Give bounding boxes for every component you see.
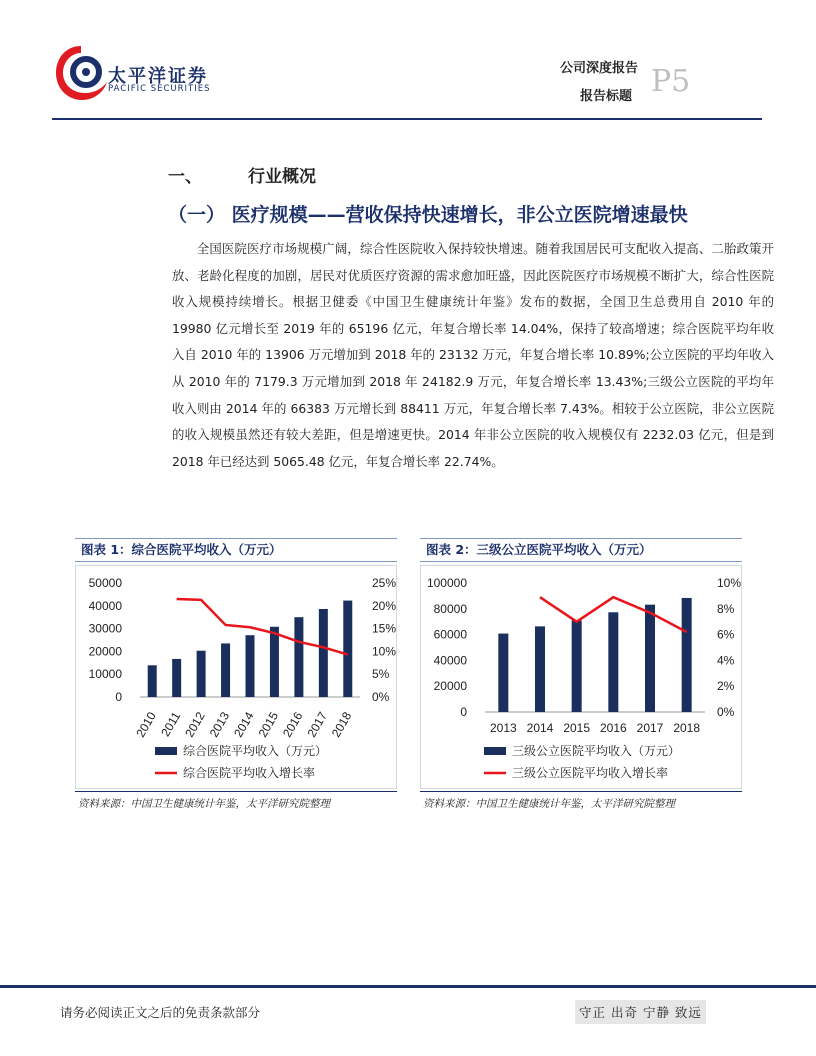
chart-1-bar xyxy=(294,617,303,697)
chart-2 xyxy=(420,565,742,789)
chart-2-bar xyxy=(645,605,655,712)
chart-2-ytick-right: 2% xyxy=(717,679,735,694)
logo-name-en: PACIFIC SECURITIES xyxy=(108,84,211,94)
footer-divider xyxy=(0,985,816,988)
body-paragraph xyxy=(172,236,774,475)
body-text: 全国医院医疗市场规模广阔，综合性医院收入保持较快增速。随着我国居民可支配收入提高、二胎政策开放、老龄化程度的加剧，居民对优质医疗资源的需求愈加旺盛，因此医院医疗市场规模不断扩大，综合性医院收入规模持续增长。根据卫健委《中国卫生健康统计年鉴》发布的数据，全国卫生总费用自 2010 年的 19980 亿元增长至 2019 年的 65196 亿元，年复合增长率 14.04%，保持了较高增速；综合医院平均年收入自 2010 年的 13906 万元增加到 2018 年的 23132 万元，年复合增长率 10.89%;公立医院的平均年收入从 2010 年的 7179.3 万元增加到 2018 年 24182.9 万元，年复合增长率 13.43%;三级公立医院的平均年收入则由 2014 年的 66383 万元增长到 88411 万元，年复合增长率 7.43%。相较于公立医院，非公立医院的收入规模虽然还有较大差距，但是增速更快。2014 年非公立医院的收入规模仅有 2232.03 亿元，但是到 2018 年已经达到 5065.48 亿元，年复合增长率 22.74%。 xyxy=(172,241,774,469)
chart-1-bar xyxy=(221,643,230,697)
chart-1-bar xyxy=(246,635,255,697)
chart-1-ytick-left: 40000 xyxy=(88,598,122,613)
footer-motto: 守正 出奇 宁静 致远 xyxy=(575,1000,706,1024)
chart-2-title: 图表 2：三级公立医院平均收入（万元） xyxy=(426,542,652,557)
chart-2-ytick-right: 8% xyxy=(717,601,735,616)
chart-1-legend-bar-swatch xyxy=(155,747,177,755)
chart-1-xtick: 2018 xyxy=(328,709,355,740)
chart-1-title-bar xyxy=(75,538,397,562)
chart-1-xtick: 2012 xyxy=(182,709,208,740)
chart-2-xtick: 2014 xyxy=(526,721,554,735)
chart-2-bar xyxy=(498,634,508,712)
chart-1-bar xyxy=(172,659,181,697)
chart-2-bar xyxy=(608,612,618,712)
chart-1-ytick-right: 20% xyxy=(372,598,397,613)
footer-disclaimer: 请务必阅读正文之后的免责条款部分 xyxy=(60,1005,261,1020)
chart-1-bar xyxy=(343,601,352,697)
chart-1-ytick-right: 25% xyxy=(372,576,397,590)
chart-2-ytick-left: 20000 xyxy=(433,679,467,694)
chart-1-legend-line-label: 综合医院平均收入增长率 xyxy=(183,766,316,780)
chart-1-bar xyxy=(148,665,157,697)
chart-2-bar xyxy=(682,598,692,712)
chart-2-ytick-right: 4% xyxy=(717,653,735,668)
chart-1-ytick-right: 5% xyxy=(372,667,390,682)
chart-1-title: 图表 1：综合医院平均收入（万元） xyxy=(81,542,282,557)
chart-2-legend-line-label: 三级公立医院平均收入增长率 xyxy=(512,766,669,780)
chart-1-ytick-left: 0 xyxy=(115,690,122,704)
chart-2-ytick-left: 60000 xyxy=(433,627,467,642)
logo-mark-icon xyxy=(52,42,110,104)
chart-1-panel xyxy=(75,538,397,562)
chart-2-legend-bar-label: 三级公立医院平均收入（万元） xyxy=(512,744,681,758)
chart-2-source: 资料来源：中国卫生健康统计年鉴，太平洋研究院整理 xyxy=(423,798,675,810)
chart-2-legend-bar-swatch xyxy=(484,747,506,755)
chart-1-xtick: 2015 xyxy=(255,709,282,740)
chart-1-ytick-left: 30000 xyxy=(88,621,122,636)
report-title: 报告标题 xyxy=(580,89,633,104)
chart-1-legend-bar-label: 综合医院平均收入（万元） xyxy=(183,744,328,758)
chart-1-xtick: 2010 xyxy=(133,709,159,740)
chart-1-xtick: 2016 xyxy=(280,709,306,740)
chart-1-xtick: 2013 xyxy=(206,709,233,740)
chart-2-panel xyxy=(420,538,742,562)
chart-1-bar xyxy=(319,609,328,697)
header-divider xyxy=(52,118,762,120)
chart-1-bar xyxy=(197,651,206,697)
chart-1-xtick: 2017 xyxy=(304,709,330,740)
chart-2-ytick-left: 80000 xyxy=(433,601,467,616)
chart-2-xtick: 2015 xyxy=(563,721,591,735)
chart-2-ytick-right: 0% xyxy=(717,705,735,719)
chart-2-title-bar xyxy=(420,538,742,562)
report-type: 公司深度报告 xyxy=(560,61,639,76)
chart-2-ytick-left: 0 xyxy=(460,705,467,719)
chart-1-ytick-left: 10000 xyxy=(88,667,122,682)
chart-1-xtick: 2014 xyxy=(231,709,257,740)
section-title: 行业概况 xyxy=(248,167,316,187)
chart-2-ytick-left: 40000 xyxy=(433,653,467,668)
chart-1-ytick-right: 0% xyxy=(372,690,390,704)
chart-2-ytick-right: 6% xyxy=(717,627,735,642)
section-number: 一、 xyxy=(168,167,202,187)
chart-2-xtick: 2013 xyxy=(489,721,517,735)
chart-1-ytick-left: 50000 xyxy=(88,576,122,590)
chart-2-source-divider xyxy=(420,791,742,792)
chart-1-bar xyxy=(270,627,279,697)
chart-2-bar xyxy=(535,626,545,712)
chart-2-ytick-left: 100000 xyxy=(426,576,467,590)
chart-1-source-divider xyxy=(75,791,397,792)
chart-2-xtick: 2017 xyxy=(636,721,664,735)
chart-2-ytick-right: 10% xyxy=(717,576,742,590)
subsection-title: （一） 医疗规模——营收保持快速增长，非公立医院增速最快 xyxy=(168,204,688,226)
chart-2-xtick: 2018 xyxy=(673,721,701,735)
logo-name-cn: 太平洋证券 xyxy=(108,66,208,87)
chart-2-bar xyxy=(572,620,582,712)
chart-1-xtick: 2011 xyxy=(158,709,184,739)
chart-1-source: 资料来源：中国卫生健康统计年鉴，太平洋研究院整理 xyxy=(78,798,330,810)
chart-1 xyxy=(75,565,397,789)
page-number: P5 xyxy=(651,64,691,99)
chart-2-xtick: 2016 xyxy=(599,721,627,735)
chart-1-ytick-left: 20000 xyxy=(88,644,122,659)
chart-1-ytick-right: 15% xyxy=(372,621,397,636)
chart-1-ytick-right: 10% xyxy=(372,644,397,659)
